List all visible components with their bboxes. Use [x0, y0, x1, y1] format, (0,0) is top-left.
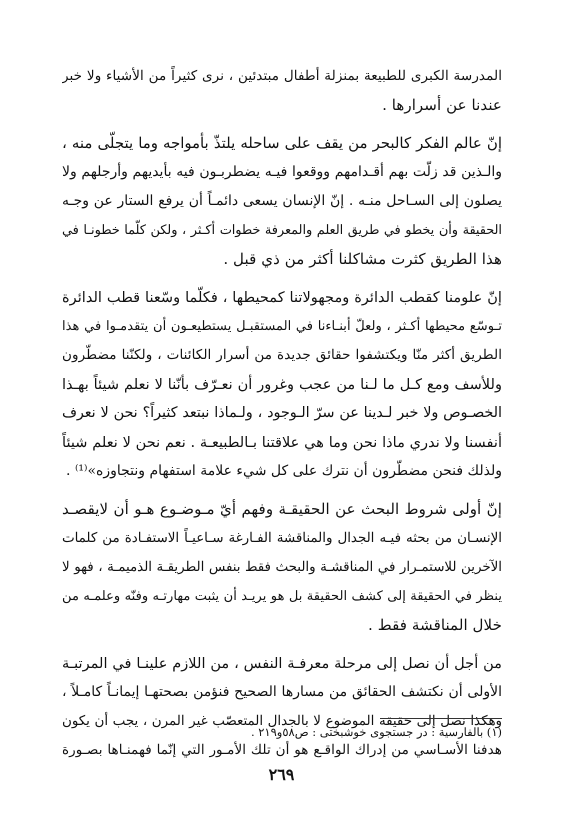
- text-line: الأولى أن نكتشف الحقائق من مسارها الصحيح فنؤمن بصحتهـا إيمانـاً كامـلاً ،: [62, 684, 502, 700]
- text-line: هدفنا الأسـاسي من إدراك الواقـع هو أن تلك الأمـور التي إنّما فهمنـاها بصـورة: [62, 742, 502, 758]
- footnote: (١) بالفارسية : در جستجوى خوشبختى : ص٥٨و٢١٩ .: [250, 725, 502, 739]
- text-line: من أجل أن نصل إلى مرحلة معرفـة النفس ، من اللازم علينـا في المرتبـة: [62, 655, 502, 672]
- text-line: إنّ أولى شروط البحث عن الحقيقـة وفهم أيّ مـوضـوع هـو أن لايقصـد: [62, 500, 502, 518]
- text-line: هذا الطريق كثرت مشاكلنا أكثر من ذي قبل .: [223, 250, 502, 268]
- text-line: خلال المناقشة فقط .: [368, 616, 502, 634]
- body-text: [62, 62, 502, 774]
- text-line: إنّ عالم الفكر كالبحر من يقف على ساحله يلتذّ بأمواجه وما يتجلّى منه ،: [62, 134, 502, 152]
- text-line: الطريق أكثر منّا ويكتشفوا حقائق جديدة من أسرار الكائنات ، ولكنّنا مضطّرون: [62, 347, 502, 363]
- text-line: الآخرين للاستمـرار في المناقشـة والبحث فقط بنفس الطريقـة الذميمـة ، فهو لا: [62, 560, 502, 575]
- page-number: ٢٦٩: [268, 765, 295, 784]
- text-line: إنّ علومنا كقطب الدائرة ومجهولاتنا كمحيطها ، فكلّما وسّعنا قطب الدائرة: [62, 289, 502, 306]
- paragraph: [62, 495, 502, 640]
- text-line: وللأسف ومع كـل ما لـنا من عجب وغرور أن نعـرّف بأنّنا لا نعلم شيئاً بهـذا: [62, 376, 502, 393]
- footnote-divider: [380, 718, 502, 719]
- text-line: ولذلك فنحن مضطّرون أن نترك على كل شيء علامة استفهام ونتجاوزه»⁽¹⁾ .: [66, 463, 502, 479]
- text-line: ينظر في الحقيقة إلى كشف الحقيقة بل هو يريـد أن يثبت مهارتـه وفنّه وعلمـه من: [62, 589, 502, 604]
- paragraph: [62, 129, 502, 274]
- text-line: تـوسّع محيطها أكـثر ، ولعلّ أبنـاءنا في المستقبـل يستطيعـون أن يتقدمـوا في هذا: [62, 319, 502, 334]
- paragraph: [62, 649, 502, 765]
- text-line: والـذين قد زلّت بهم أقـدامهم ووقعوا فيـه يضطربـون فيه بأيديهم وأرجلهم ولا: [62, 164, 502, 180]
- text-line: الحقيقة وأن يخطو في طريق العلم والمعرفة خطوات أكـثر ، ولكن كلّما خطونـا في: [62, 223, 502, 238]
- text-line: عندنا عن أسرارها .: [382, 96, 502, 114]
- text-line: المدرسة الكبرى للطبيعة بمنزلة أطفال مبتدئين ، نرى كثيراً من الأشياء ولا خبر: [62, 68, 502, 84]
- text-line: وهكذا نصل إلى حقيقة الموضوع لا بالجدال المتعصّب غير المرن ، يجب أن يكون: [62, 714, 502, 729]
- text-line: يصلون إلى السـاحل منـه . إنّ الإنسان يسعى دائمـاً أن يرفع الستار عن وجـه: [62, 193, 502, 209]
- paragraph: [62, 62, 502, 120]
- text-line: الخصـوص ولا خبر لـدينا عن سرّ الـوجود ، ولـماذا نبتعد كثيراً؟ نحن لا نعرف: [62, 405, 502, 421]
- text-line: الإنسـان من بحثه فيـه الجدال والمناقشة الفـارغة سـاعيـاً الاستفـادة من كلمات: [62, 531, 502, 546]
- paragraph: [62, 283, 502, 486]
- text-line: أنفسنا ولا ندري ماذا نحن وما هي علاقتنا بـالطبيعـة . نعم نحن لا نعلم شيئاً: [62, 434, 502, 451]
